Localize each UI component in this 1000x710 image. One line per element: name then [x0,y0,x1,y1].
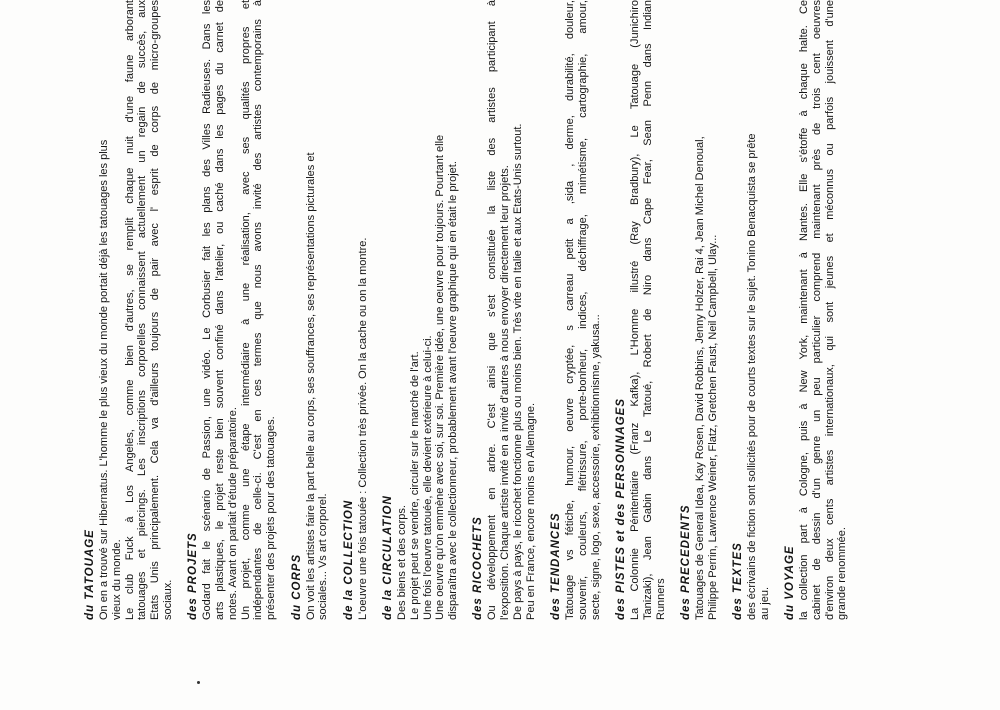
text-line: De pays à pays, le ricochet fonctionne plus ou moins bien. Très vite en Italie et aux Etats-Unis surtout. [512,123,525,620]
text-line: Tatouage vs fétiche, humour, oeuvre cryptée, s carreau petit a ,sida , derme, durabilité, douleur, [564,0,577,620]
section [187,0,278,620]
text-line: secte, signe, logo, sexe, accessoire, exhibitionnisme, yakusa... [589,314,602,620]
section [784,0,849,620]
scan-speck [197,681,200,684]
text-line: indépendantes de celle-ci. C'est en ces termes que nous avons invité des artistes contemporains à [252,0,265,620]
section-heading: des TEXTES [732,542,744,620]
section [680,0,720,620]
text-line: On en a trouvé sur Hibernatus. L'homme le plus vieux du monde portait déjà les tatouages les plus [98,139,110,620]
section-heading: des PISTES et des PERSONNAGES [615,397,628,620]
text-line: Un projet, comme une étape intermédiaire à une réalisation, avec ses qualités propres et [239,0,252,620]
section-heading: du VOYAGE [784,545,797,620]
text-line: Une oeuvre qu'on emmène avec soi, sur soi. Première idée, une oeuvre pour toujours. Pourtant elle [434,134,447,620]
text-line: des écrivains de fiction sont sollicités pour de courts textes sur le sujet. Tonino Benacquista se prête [746,133,758,620]
section-heading: du TATOUAGE [84,529,96,620]
section-heading: de la CIRCULATION [381,495,394,620]
text-line: Des biens et des corps. [395,505,408,620]
section [84,0,175,620]
section-heading: du CORPS [290,553,303,620]
text-line: Le projet peut se vendre, circuler sur le marché de l'art. [408,351,421,620]
section [732,0,772,620]
section-heading: des PRECEDENTS [679,504,692,620]
section-heading: des RICOCHETS [472,516,485,620]
text-line: cabinet de dessin d'un genre un peu particulier comprend maintenant près de trois cent oeuvres [810,0,823,620]
text-line: Ou développement en arbre. C'est ainsi que s'est constituée la liste des artistes participant à [486,0,499,620]
text-line: l'exposition. Chaque artiste invité en a invité d'autres à nous envoyer directement leur projets. [499,165,512,620]
text-line: Peu en France, encore moins en Allemagne. [524,402,537,620]
text-line: sociales... Vs art corporel. [317,493,330,620]
section-heading: des TENDANCES [550,512,563,620]
section [472,0,537,620]
text-line: Runners [654,578,667,620]
text-line: d'environ deux cents artistes internationaux, qui sont jeunes et méconnus ou parfois jouissent d'une [823,0,836,620]
section-heading: de la COLLECTION [342,499,355,620]
text-line: On voit les artistes faire la part belle au corps, ses souffrances, ses représentations picturales et [304,152,317,620]
text-line: grande renommée. [836,527,849,620]
section [615,0,667,620]
text-line: Tatouages de General Idea, Kay Rosen, David Robbins, Jenny Holzer, Rai 4, Jean Michel Denoual, [693,136,706,620]
section [550,0,602,620]
text-line: vieux du monde. [110,539,123,620]
text-line: L'oeuvre une fois tatouée : Collection très privée. On la cache ou on la montre. [356,237,369,620]
text-line: La Colonnie Pénitentiaire (Franz Kafka), L'Homme illustré (Ray Bradbury), Le Tatouage (Junichiro [629,0,642,620]
section [291,0,331,620]
text-line: arts plastiques, le projet reste bien souvent confiné dans l'atelier, ou caché dans les pages du carnet de [214,0,227,620]
section [382,0,460,620]
text-line: notes. Avant on parlait d'étude préparatoire. [226,407,239,620]
text-line: tatouages et piercings. Les inscriptions corporelles connaissent actuellement un regain de succès, aux [136,0,149,620]
text-line: Etats Unis principalement. Cela va d'ailleurs toujours de pair avec l' esprit de corps de micro-groupes [149,0,162,620]
text-line: au jeu. [758,586,771,620]
rotated-text-sheet [84,0,984,620]
text-line: la collection part à Cologne, puis à New York, maintenant à Nantes. Elle s'étoffe à chaque halte. Ce [798,0,811,620]
section-heading: des PROJETS [187,532,200,620]
text-line: Philippe Perrin, Lawrence Weiner, Flatz, Gretchen Faust, Neil Campbell, Ulay... [706,234,719,620]
text-line: disparaîtra avec le collectionneur, probablement avant l'oeuvre graphique qui en était le projet. [447,161,460,620]
text-line: Tanizaki), Jean Gabin dans Le Tatoué, Robert de Niro dans Cape Fear, Sean Penn dans Indian [641,0,654,620]
section [343,0,370,620]
text-line: sociaux. [161,579,174,620]
text-line: présenter des projets pour des tatouages. [265,416,278,620]
text-line: Godard fait le scénario de Passion, une vidéo. Le Corbusier fait les plans des Villes Radieuses. Dans les [201,0,214,620]
text-line: Une fois l'oeuvre tatouée, elle devient extérieure à celui-ci. [421,335,434,620]
text-line: souvenir, couleurs, flétrissure, porte-bonheur, indices, déchiffrage, mimétisme, cartographie, amour, [576,0,589,620]
text-line: Le club Fuck à Los Angeles, comme bien d'autres, se remplit chaque nuit d'une faune arborant [123,0,136,620]
